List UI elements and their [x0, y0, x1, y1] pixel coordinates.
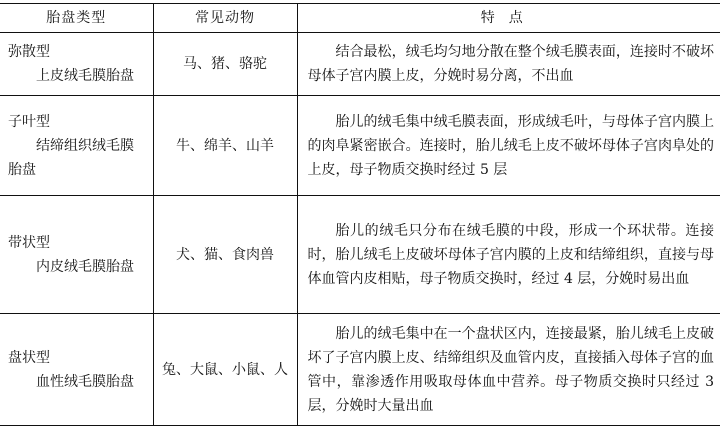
- table-row: [0, 314, 720, 426]
- header-features: 特点: [480, 10, 537, 26]
- placenta-types-table: [0, 3, 720, 426]
- table-row: [0, 96, 720, 196]
- type-subname-cont: 胎盘: [8, 161, 36, 178]
- animals-cell: 牛、绵羊、山羊: [153, 96, 297, 196]
- features-cell: 胎儿的绒毛集中在一个盘状区内，连接最紧，胎儿绒毛上皮破坏了子宫内膜上皮、结缔组织及血管内皮，直接插入母体子宫的血管中，靠渗透作用吸取母体血中营养。母子物质交换时只经过 3 层，分娩时大量出血: [307, 325, 714, 414]
- type-cell: [0, 96, 153, 196]
- type-name: 带状型: [8, 234, 50, 251]
- table-row: [0, 33, 720, 96]
- features-cell: 胎儿的绒毛只分布在绒毛膜的中段，形成一个环状带。连接时，胎儿绒毛上皮破坏母体子宫内膜的上皮和结缔组织，直接与母体血管内皮相贴，母子物质交换时，经过 4 层，分娩时易出血: [307, 222, 714, 287]
- type-cell: [0, 314, 153, 426]
- header-common-animals: 常见动物: [153, 4, 297, 33]
- animals-cell: 兔、大鼠、小鼠、人: [153, 314, 297, 426]
- type-subname: 结缔组织绒毛膜: [36, 137, 134, 154]
- type-name: 子叶型: [8, 113, 50, 130]
- type-subname: 血性绒毛膜胎盘: [36, 373, 134, 390]
- features-cell: 结合最松，绒毛均匀地分散在整个绒毛膜表面，连接时不破坏母体子宫内膜上皮，分娩时易分离，不出血: [307, 44, 714, 84]
- type-name: 盘状型: [8, 349, 50, 366]
- header-placenta-type: 胎盘类型: [0, 4, 153, 33]
- animals-cell: 马、猪、骆驼: [153, 33, 297, 96]
- animals-cell: 犬、猫、食肉兽: [153, 196, 297, 314]
- type-subname: 上皮绒毛膜胎盘: [36, 68, 134, 84]
- type-cell: [0, 33, 153, 96]
- type-subname: 内皮绒毛膜胎盘: [36, 258, 134, 275]
- table-header-row: [0, 4, 720, 33]
- type-name: 弥散型: [8, 44, 50, 60]
- table-row: [0, 196, 720, 314]
- features-cell: 胎儿的绒毛集中绒毛膜表面，形成绒毛叶，与母体子宫内膜上的肉阜紧密嵌合。连接时，胎儿绒毛上皮不破坏母体子宫肉阜处的上皮，母子物质交换时经过 5 层: [307, 113, 714, 178]
- type-cell: [0, 196, 153, 314]
